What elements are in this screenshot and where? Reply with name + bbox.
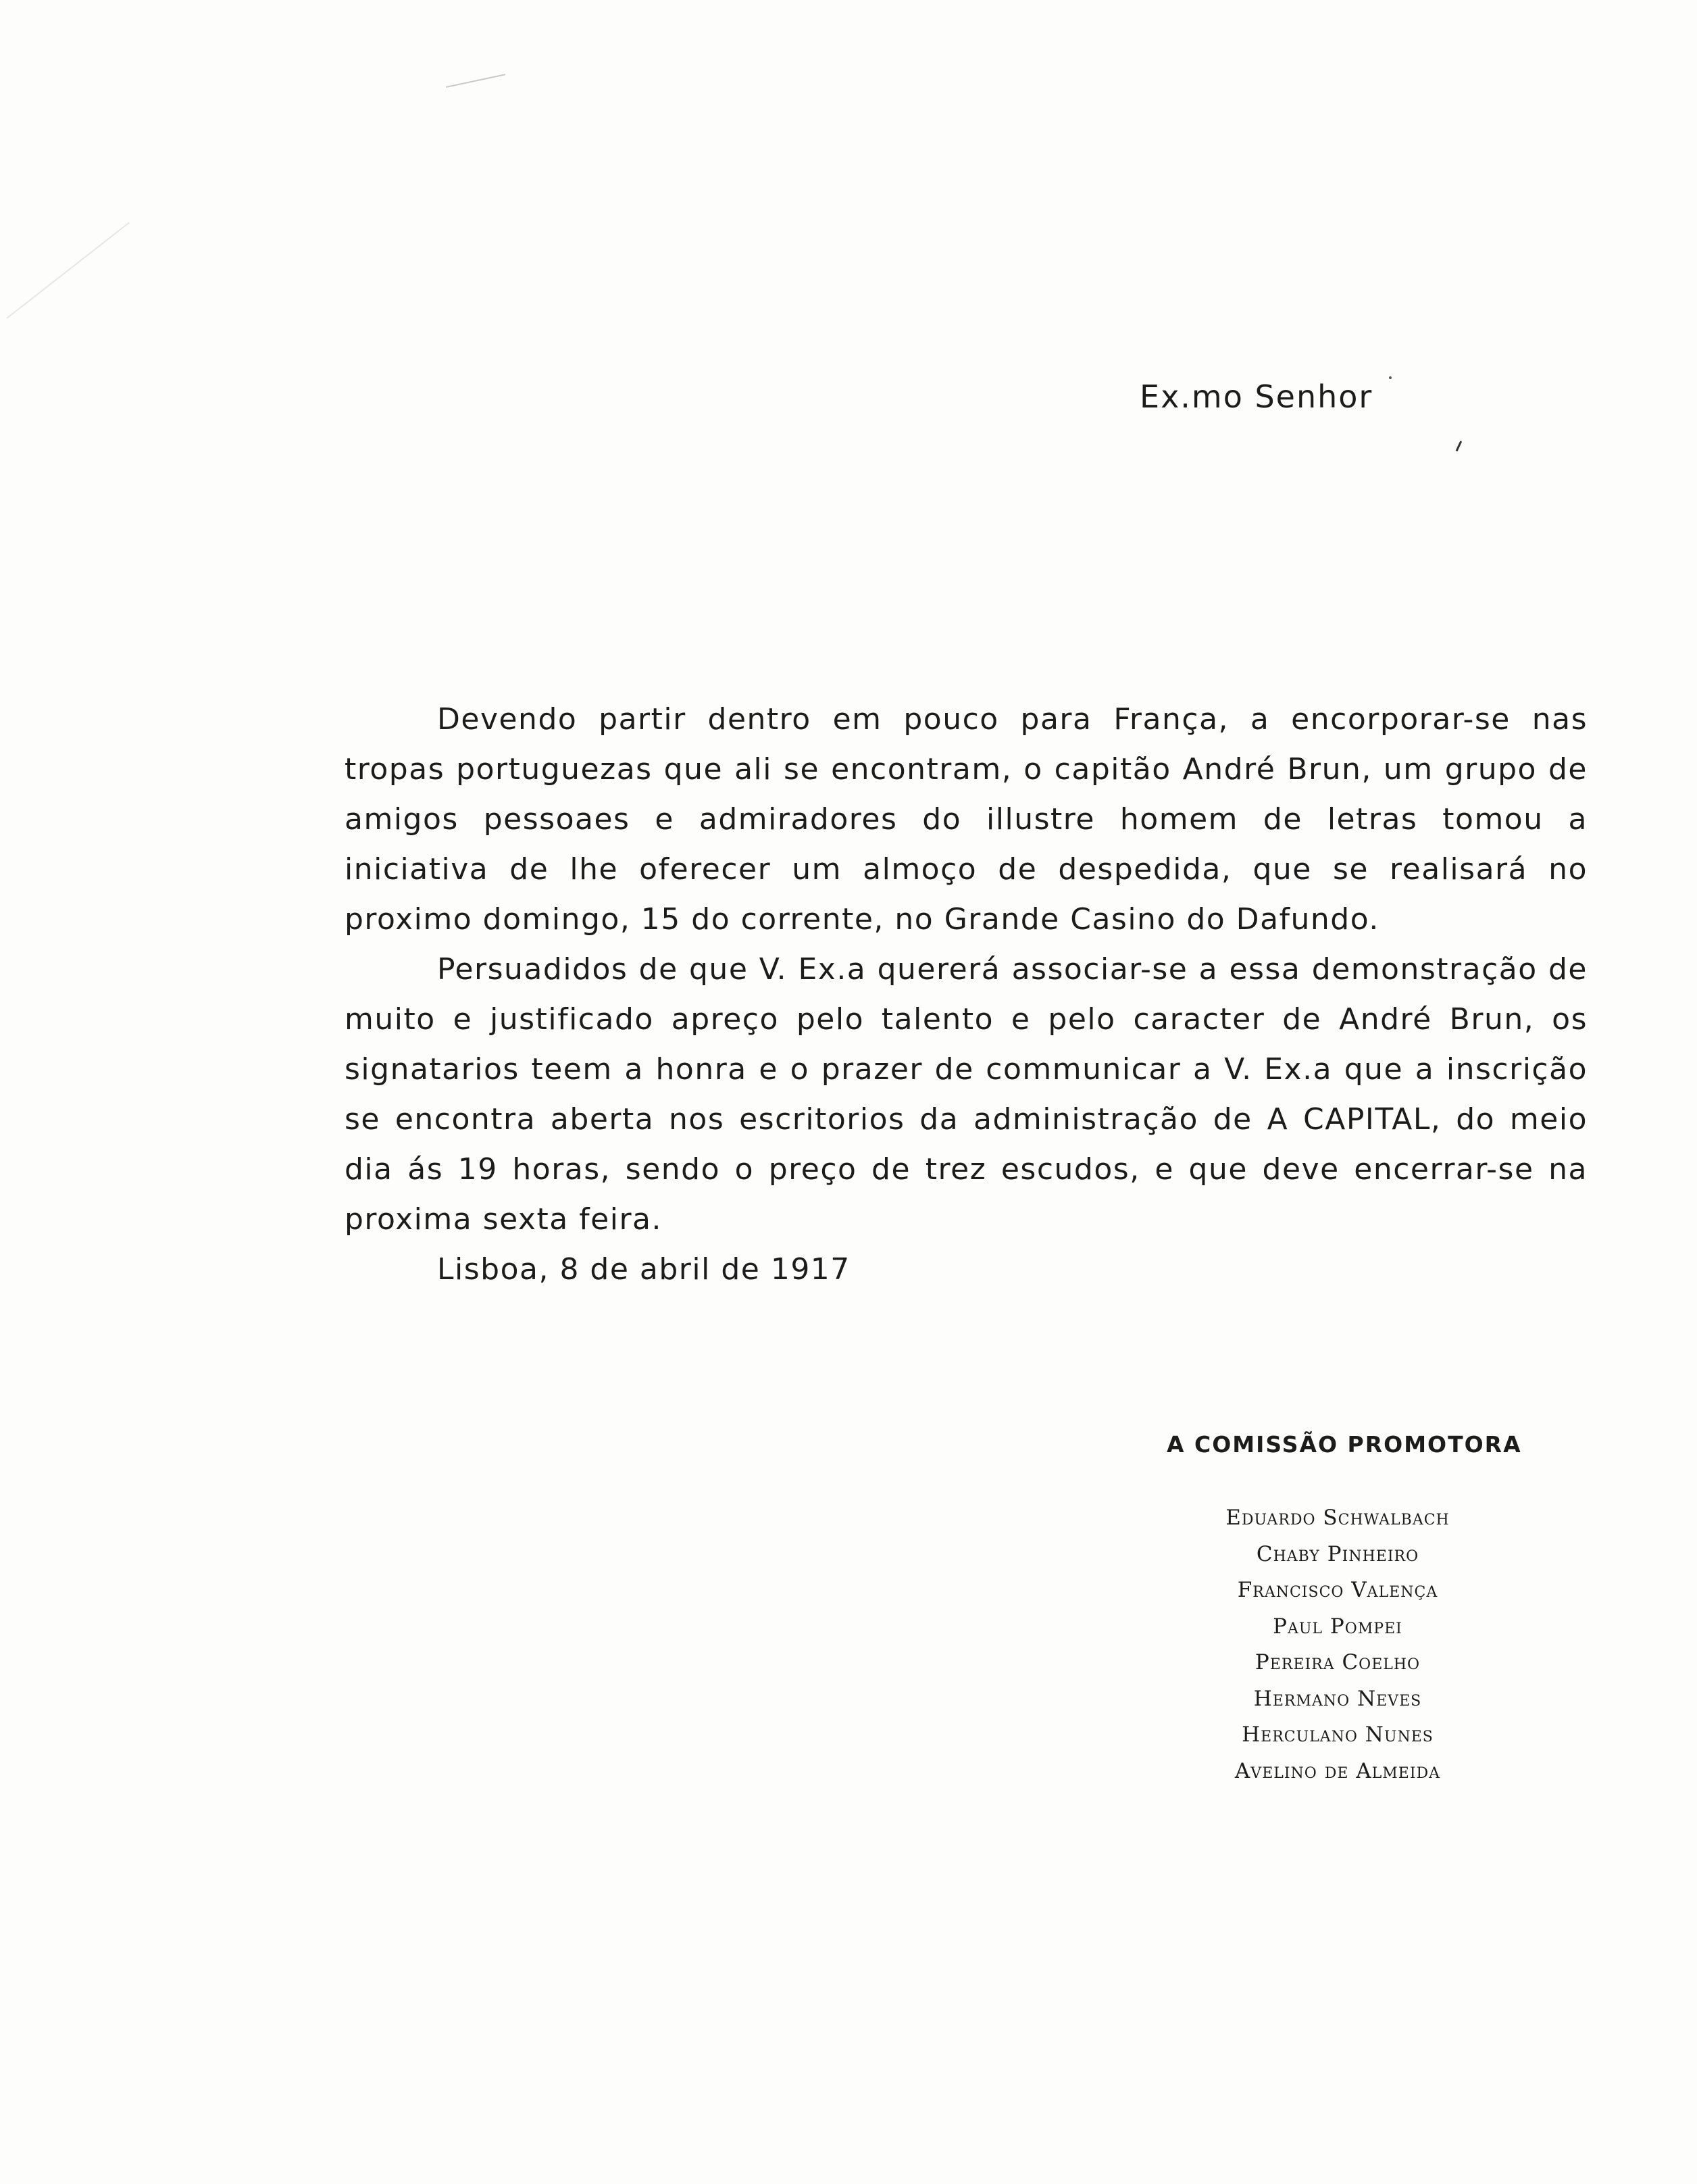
- committee-member: Pereira Coelho: [1255, 1650, 1421, 1674]
- scan-mark: [6, 222, 129, 319]
- scan-mark: [446, 74, 505, 88]
- body-paragraph: Devendo partir dentro em pouco para França, a encorporar-se nas tropas portuguezas que ali se encontram, o capitão André Brun, um grupo de amigos pessoaes e admiradores do illustre homem de letras tomou a iniciativa de lhe oferecer um almoço de despedida, que se realisará no proximo domingo, 15 do corrente, no Grande Casino do Dafundo.: [345, 702, 1588, 937]
- salutation: Ex.mo Senhor: [1140, 378, 1373, 415]
- committee-member: Chaby Pinheiro: [1256, 1541, 1419, 1566]
- committee-member: Francisco Valença: [1237, 1578, 1438, 1602]
- committee-member: Paul Pompei: [1273, 1614, 1402, 1639]
- committee-members: [1162, 1500, 1513, 1789]
- body-paragraph: Persuadidos de que V. Ex.a quererá associar-se a essa demonstração de muito e justificado apreço pelo talento e pelo caracter de André Brun, os signatarios teem a honra e o prazer de communicar a V. Ex.a que a inscrição se encontra aberta nos escritorios da administração de A CAPITAL, do meio dia ás 19 horas, sendo o preço de trez escudos, e que deve encerrar-se na proxima sexta feira.: [345, 952, 1588, 1237]
- date-line: Lisboa, 8 de abril de 1917: [437, 1252, 851, 1287]
- committee-member: Herculano Nunes: [1242, 1722, 1434, 1747]
- letter-body: [345, 695, 1588, 1295]
- committee-member: Eduardo Schwalbach: [1225, 1506, 1450, 1530]
- committee-title: A COMISSÃO PROMOTORA: [1167, 1431, 1522, 1458]
- committee-member: Avelino de Almeida: [1234, 1758, 1441, 1783]
- scan-mark: [1389, 376, 1392, 379]
- committee-member: Hermano Neves: [1253, 1686, 1422, 1711]
- scan-mark: [1456, 441, 1462, 451]
